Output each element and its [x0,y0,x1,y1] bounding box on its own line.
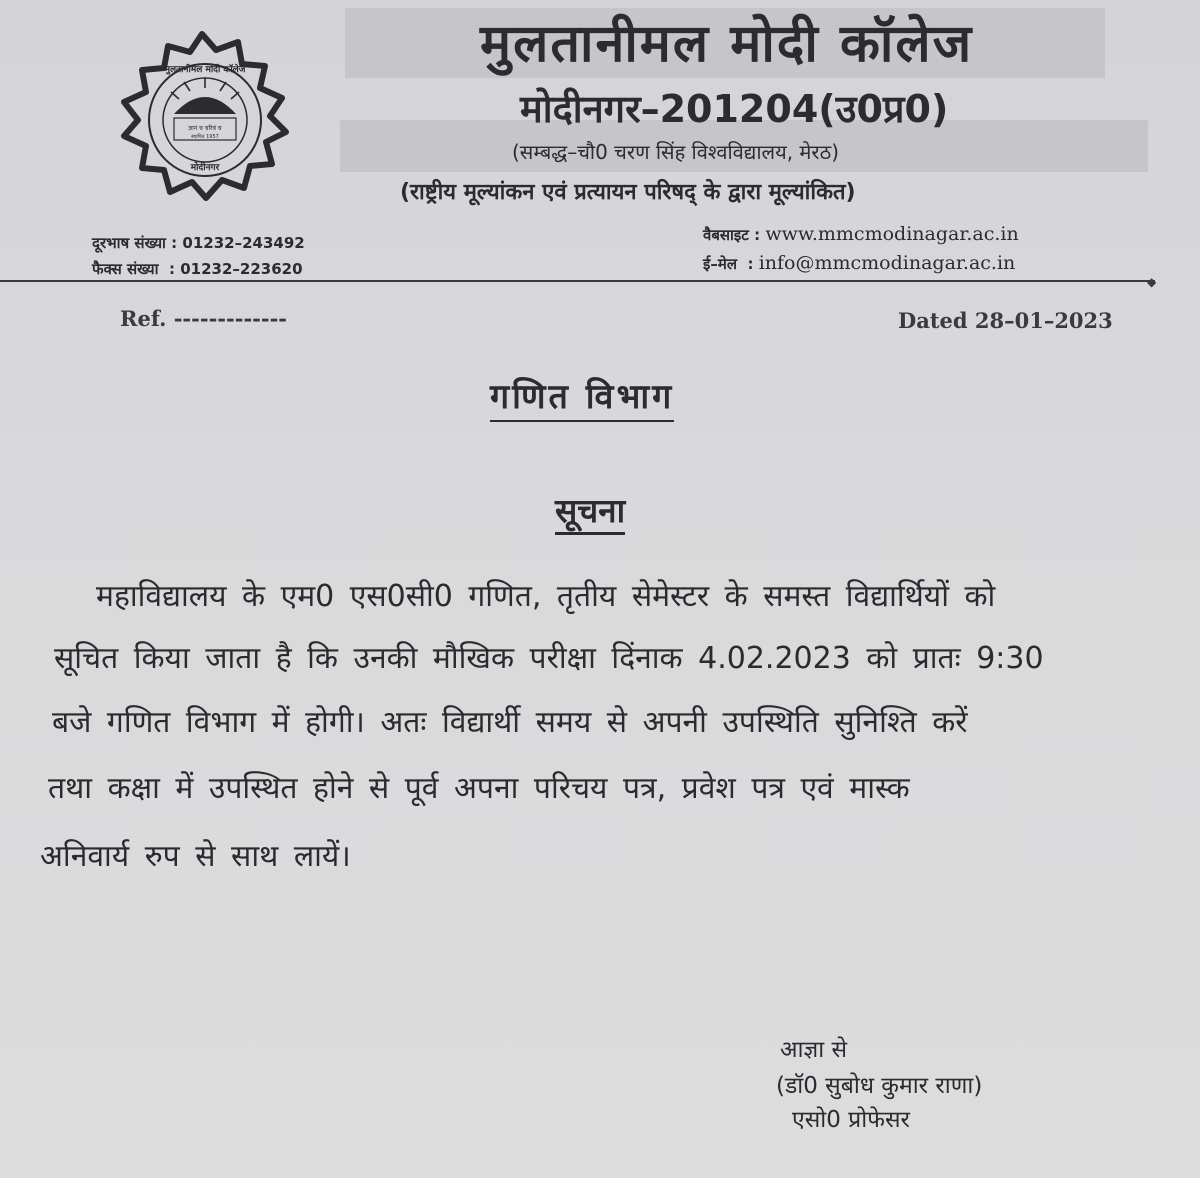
fax-number: 01232–223620 [180,260,303,278]
notice-date: Dated 28–01–2023 [898,308,1113,333]
notice-body-line: अनिवार्य रुप से साथ लायें। [40,839,351,874]
website-link[interactable]: www.mmcmodinagar.ac.in [765,223,1019,245]
email-label: ई–मेल [703,255,738,273]
notice-heading: सूचना [555,487,625,535]
letterhead-divider [0,280,1155,282]
website-label: वैबसाइट [703,226,749,244]
phone-number: 01232–243492 [182,234,305,252]
divider-end-mark: ◆ [1147,275,1157,289]
naac-accreditation-line: (राष्ट्रीय मूल्यांकन एवं प्रत्यायन परिषद् के द्वारा मूल्यांकित) [400,180,856,205]
department-heading: गणित विभाग [490,372,674,422]
email-link[interactable]: info@mmcmodinagar.ac.in [758,252,1016,274]
phone-label: दूरभाष संख्या [92,234,166,252]
web-email-block [703,220,1019,278]
signature-by-order: आज्ञा से [780,1037,848,1063]
notice-body-line: महाविद्यालय के एम0 एस0सी0 गणित, तृतीय सेमेस्टर के समस्त विद्यार्थियों को [96,579,996,614]
notice-body-line: बजे गणित विभाग में होगी। अतः विद्यार्थी समय से अपनी उपस्थिति सुनिश्ति करें [52,705,968,740]
seal-ring-text: मुलतानीमल मोदी कॉलेज [164,65,246,75]
affiliation-line: (सम्बद्ध–चौ0 चरण सिंह विश्वविद्यालय, मेरठ) [512,140,839,164]
notice-body-line: तथा कक्षा में उपस्थित होने से पूर्व अपना परिचय पत्र, प्रवेश पत्र एवं मास्क [48,771,910,806]
college-seal-logo [102,28,302,218]
seal-bottom-text: मोदीनगर [190,163,220,173]
signature-name: (डॉ0 सुबोध कुमार राणा) [776,1073,983,1099]
fax-label: फैक्स संख्या [92,260,159,278]
phone-row: दूरभाष संख्या : 01232–243492 [92,234,305,252]
email-row: ई–मेल : info@mmcmodinagar.ac.in [703,252,1016,274]
signature-designation: एसो0 प्रोफेसर [792,1107,910,1133]
reference-number: Ref. ------------- [120,306,288,331]
college-city-pincode: मोदीनगर–201204(उ0प्र0) [520,87,949,131]
website-row: वैबसाइट : www.mmcmodinagar.ac.in [703,223,1019,245]
seal-founded-text: स्थापित 1957 [191,134,219,140]
notice-body-line: सूचित किया जाता है कि उनकी मौखिक परीक्षा दिंनाक 4.02.2023 को प्रातः 9:30 [54,641,1044,676]
seal-inner-text: ज्ञानं च चरित्रं च [188,125,222,132]
college-name: मुलतानीमल मोदी कॉलेज [480,14,974,74]
fax-row: फैक्स संख्या : 01232–223620 [92,260,303,278]
phone-fax-block [92,230,305,282]
